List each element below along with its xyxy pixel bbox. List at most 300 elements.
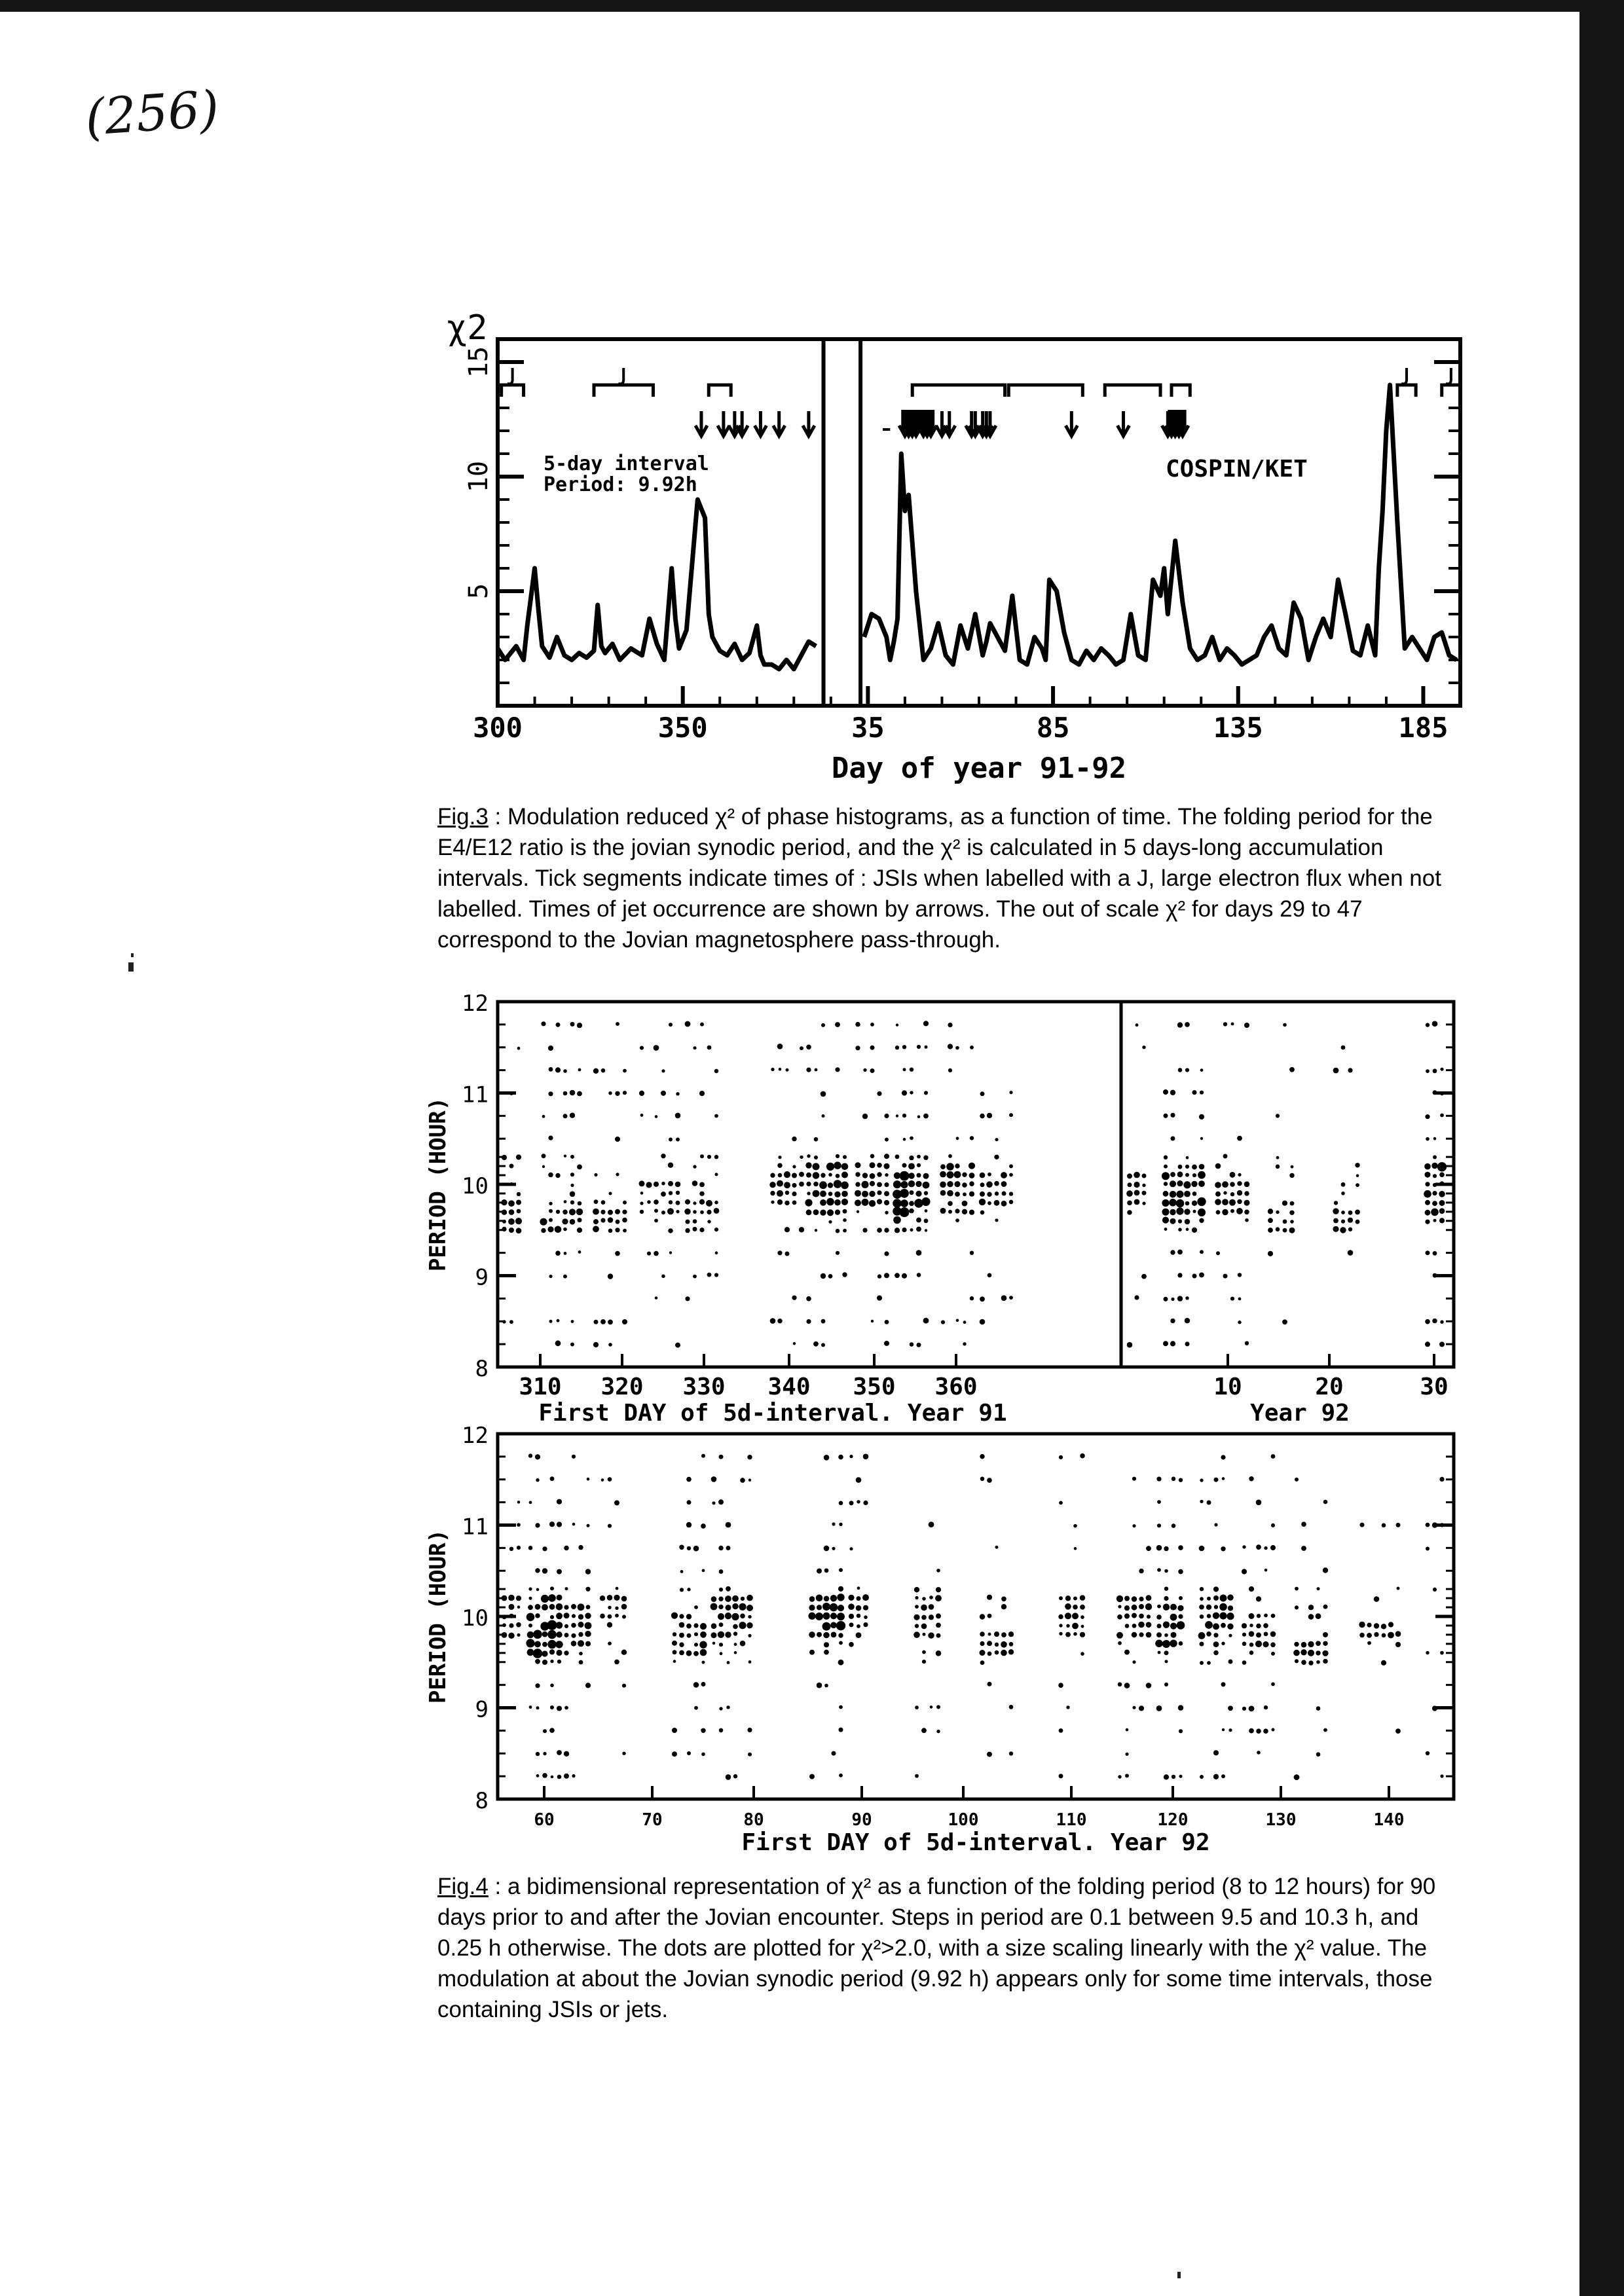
fig4a-y-tick-label: 9 bbox=[475, 1264, 489, 1291]
fig4b-data-dot bbox=[1249, 1586, 1254, 1592]
fig4a-data-dot-year92 bbox=[1199, 1114, 1204, 1120]
fig4b-data-dot bbox=[1008, 1649, 1014, 1654]
fig4a-data-dot-year92 bbox=[1283, 1228, 1287, 1233]
fig4a-data-dot bbox=[954, 1181, 960, 1187]
fig4b-data-dot bbox=[817, 1569, 822, 1574]
fig4a-data-dot bbox=[834, 1161, 841, 1169]
fig4a-data-dot bbox=[903, 1068, 906, 1071]
fig4b-data-dot bbox=[1065, 1632, 1071, 1637]
fig4a-data-dot bbox=[962, 1209, 967, 1214]
fig4b-data-dot bbox=[542, 1773, 547, 1778]
fig4a-data-dot bbox=[615, 1251, 620, 1256]
fig4b-data-dot bbox=[930, 1705, 933, 1709]
fig4b-data-dot bbox=[535, 1523, 540, 1527]
fig4a-data-dot bbox=[771, 1201, 774, 1204]
fig4b-data-dot bbox=[725, 1631, 731, 1637]
fig4b-data-dot bbox=[1164, 1569, 1168, 1573]
fig4b-data-dot bbox=[556, 1622, 563, 1629]
fig4b-data-dot bbox=[1323, 1659, 1327, 1664]
fig4a-data-dot-year92 bbox=[1192, 1173, 1196, 1177]
fig4b-data-dot bbox=[824, 1569, 829, 1573]
fig4b-data-dot bbox=[1249, 1476, 1253, 1481]
fig4b-data-dot bbox=[585, 1631, 591, 1637]
fig4a-data-dot bbox=[770, 1318, 776, 1324]
fig4b-data-dot bbox=[536, 1588, 540, 1592]
fig4a-data-dot-year92 bbox=[1426, 1069, 1430, 1073]
fig4a-data-dot bbox=[820, 1191, 826, 1197]
fig3-y-tick-label: 5 bbox=[464, 583, 494, 600]
fig4a-data-dot-year92 bbox=[1439, 1200, 1445, 1206]
fig4a-data-dot bbox=[948, 1210, 952, 1214]
fig4a-data-dot bbox=[777, 1319, 782, 1323]
fig4b-data-dot bbox=[1207, 1501, 1211, 1505]
fig4b-data-dot bbox=[693, 1682, 699, 1688]
fig4b-data-dot bbox=[837, 1613, 845, 1620]
fig4b-data-dot bbox=[672, 1751, 677, 1757]
fig4b-data-dot bbox=[1367, 1641, 1371, 1645]
fig4b-data-dot bbox=[614, 1501, 619, 1506]
fig4b-data-dot bbox=[509, 1623, 513, 1628]
fig3-jet-arrow bbox=[1118, 411, 1130, 436]
fig4b-data-dot bbox=[980, 1650, 986, 1656]
fig4a-data-dot-year92 bbox=[1440, 1114, 1444, 1118]
fig4b-data-dot bbox=[838, 1586, 843, 1592]
fig4b-data-dot bbox=[719, 1643, 723, 1647]
fig4b-data-dot bbox=[936, 1650, 942, 1656]
fig4a-data-dot bbox=[769, 1182, 775, 1188]
fig4a-data-dot-year92 bbox=[1198, 1180, 1205, 1187]
fig4b-data-dot bbox=[1249, 1631, 1255, 1637]
fig4a-svg bbox=[406, 987, 1480, 1432]
fig4b-data-dot bbox=[1126, 1728, 1129, 1732]
fig4a-data-dot-year92 bbox=[1356, 1175, 1359, 1178]
fig4a-data-dot bbox=[917, 1045, 921, 1049]
fig4b-data-dot bbox=[528, 1624, 532, 1628]
fig4a-data-dot bbox=[893, 1180, 901, 1188]
fig4b-data-dot bbox=[1177, 1605, 1183, 1611]
fig4a-data-dot bbox=[903, 1138, 906, 1141]
fig4b-data-dot bbox=[863, 1605, 868, 1611]
fig4a-data-dot bbox=[570, 1184, 574, 1187]
fig4a-data-dot bbox=[799, 1182, 804, 1187]
fig4a-data-dot bbox=[900, 1181, 908, 1188]
fig4b-data-dot bbox=[1295, 1659, 1299, 1663]
fig4a-data-dot bbox=[570, 1113, 575, 1118]
fig4a-data-dot bbox=[877, 1182, 882, 1188]
fig4b-data-dot bbox=[1132, 1632, 1137, 1638]
fig4b-data-dot bbox=[578, 1614, 583, 1620]
fig4b-data-dot bbox=[711, 1623, 717, 1629]
fig4b-data-dot bbox=[1367, 1623, 1371, 1628]
fig4b-data-dot bbox=[1242, 1633, 1246, 1637]
fig4a-data-dot bbox=[564, 1155, 566, 1157]
fig4a-data-dot bbox=[956, 1319, 959, 1322]
fig4b-data-dot bbox=[607, 1622, 612, 1628]
fig4a-data-dot bbox=[608, 1217, 614, 1223]
fig4b-data-dot bbox=[863, 1501, 868, 1505]
fig4b-data-dot bbox=[1294, 1774, 1300, 1780]
fig4b-data-dot bbox=[578, 1603, 585, 1611]
fig3-x-tick-label: 185 bbox=[1398, 712, 1449, 744]
fig4b-data-dot bbox=[839, 1568, 843, 1572]
fig4a-data-dot-year92 bbox=[1164, 1114, 1168, 1118]
fig4a-data-dot bbox=[654, 1182, 659, 1187]
fig4a-data-dot-year92 bbox=[1432, 1191, 1437, 1195]
fig4b-data-dot bbox=[529, 1501, 532, 1504]
fig4b-data-dot bbox=[1213, 1623, 1219, 1630]
fig4a-y-tick-label: 10 bbox=[462, 1173, 489, 1199]
fig4b-data-dot bbox=[1264, 1632, 1268, 1637]
fig3-x-tick-label: 350 bbox=[657, 712, 708, 744]
fig3-caption-text: : Modulation reduced χ² of phase histograms, as a function of time. The folding period for the E4/E12 ratio is the jovian synodic period, and the χ² is calculated in 5 days-long accumulation intervals. Tick segments indicate times of : JSIs when labelled with a J, large electron flux when not labelled. Times of jet occurrence are shown by arrows. The out of scale χ² for days 29 to 47 correspond to the Jovian magnetosphere pass-through. bbox=[437, 804, 1441, 953]
fig4a-data-dot bbox=[792, 1192, 796, 1196]
fig4b-data-dot bbox=[1125, 1624, 1130, 1628]
fig4b-data-dot bbox=[1001, 1641, 1007, 1648]
fig4a-data-dot-year92 bbox=[1178, 1219, 1182, 1223]
fig4a-data-dot bbox=[714, 1208, 720, 1214]
fig4b-data-dot bbox=[1255, 1641, 1262, 1647]
fig4b-data-dot bbox=[710, 1603, 718, 1611]
fig4a-data-dot-year92 bbox=[1170, 1218, 1176, 1224]
fig4b-data-dot bbox=[702, 1661, 705, 1664]
fig3-jet-arrow bbox=[718, 411, 729, 436]
fig4a-data-dot-year92 bbox=[1334, 1201, 1338, 1205]
fig4a-data-dot-year92 bbox=[1185, 1165, 1189, 1169]
fig4a-data-dot bbox=[578, 1250, 581, 1254]
fig4a-data-dot bbox=[654, 1045, 659, 1051]
fig4b-data-dot bbox=[838, 1633, 843, 1637]
fig4a-data-dot bbox=[615, 1209, 620, 1214]
fig4b-data-dot bbox=[1162, 1640, 1170, 1648]
fig4b-svg bbox=[406, 1419, 1480, 1865]
fig4a-data-dot bbox=[685, 1228, 690, 1233]
fig4a-data-dot-year92 bbox=[1192, 1228, 1197, 1233]
fig4b-data-dot bbox=[615, 1614, 619, 1618]
fig4b-data-dot bbox=[1432, 1705, 1437, 1711]
fig3-jsi-mark bbox=[1446, 368, 1451, 384]
fig4a-data-dot bbox=[948, 1044, 953, 1049]
fig4a-data-dot-year92 bbox=[1135, 1023, 1139, 1027]
fig4b-data-dot bbox=[734, 1643, 737, 1646]
fig4b-data-dot bbox=[1222, 1477, 1225, 1480]
fig4b-data-dot bbox=[528, 1546, 533, 1550]
fig4b-data-dot bbox=[585, 1622, 592, 1630]
fig4b-data-dot bbox=[809, 1631, 815, 1638]
fig4a-data-dot bbox=[542, 1115, 545, 1118]
fig4a-data-dot-year92 bbox=[1439, 1218, 1445, 1223]
fig4a-data-dot-year92 bbox=[1433, 1174, 1437, 1178]
fig4b-data-dot bbox=[557, 1775, 562, 1779]
fig4b-data-dot bbox=[571, 1604, 576, 1609]
fig4a-data-dot-year92 bbox=[1198, 1209, 1206, 1216]
fig4a-data-dot bbox=[815, 1229, 817, 1231]
fig4b-data-dot bbox=[1219, 1613, 1227, 1620]
fig4a-data-dot bbox=[540, 1218, 547, 1226]
fig4b-data-dot bbox=[1065, 1613, 1071, 1619]
fig4a-data-dot bbox=[1009, 1113, 1013, 1117]
fig4a-data-dot-year92 bbox=[1223, 1274, 1228, 1279]
fig4b-data-dot bbox=[1382, 1633, 1386, 1638]
fig4b-data-dot bbox=[1125, 1753, 1128, 1756]
fig4a-data-dot bbox=[640, 1046, 644, 1050]
fig4b-data-dot bbox=[824, 1596, 830, 1602]
fig4b-data-dot bbox=[1074, 1547, 1077, 1550]
fig4b-data-dot bbox=[824, 1546, 830, 1552]
fig4a-data-dot bbox=[828, 1173, 832, 1177]
fig4a-data-dot-year92 bbox=[1215, 1199, 1221, 1205]
fig4b-data-dot bbox=[816, 1595, 823, 1602]
fig4b-data-dot bbox=[535, 1604, 541, 1610]
fig4a-data-dot bbox=[940, 1208, 946, 1214]
fig4b-data-dot bbox=[1388, 1622, 1393, 1627]
fig4b-data-dot bbox=[995, 1643, 999, 1647]
fig4a-data-dot-year92 bbox=[1291, 1165, 1294, 1169]
fig4a-data-dot-year92 bbox=[1238, 1298, 1242, 1301]
fig4a-data-dot bbox=[862, 1191, 868, 1197]
fig4a-data-dot-year92 bbox=[1127, 1210, 1132, 1214]
fig4b-data-dot bbox=[1116, 1595, 1123, 1602]
fig4a-data-dot-year92 bbox=[1237, 1199, 1242, 1204]
fig4a-data-dot-year92 bbox=[1341, 1211, 1345, 1214]
fig4a-data-dot bbox=[777, 1044, 783, 1049]
fig4b-data-dot bbox=[1256, 1500, 1262, 1506]
fig4a-data-dot bbox=[684, 1209, 690, 1214]
fig4a-data-dot-year92 bbox=[1432, 1319, 1437, 1324]
fig4a-data-dot bbox=[835, 1210, 840, 1215]
fig4b-data-dot bbox=[680, 1588, 684, 1592]
fig4a-data-dot bbox=[777, 1190, 783, 1197]
fig4a-data-dot-year92 bbox=[1348, 1228, 1352, 1231]
fig4b-data-dot bbox=[550, 1476, 555, 1481]
fig4a-data-dot-year92 bbox=[1200, 1068, 1204, 1072]
fig3-jsi-mark bbox=[1401, 368, 1407, 384]
fig4a-data-dot bbox=[855, 1046, 860, 1050]
fig4a-data-dot bbox=[792, 1201, 797, 1205]
fig4a-data-dot bbox=[563, 1069, 567, 1073]
fig4a-data-dot bbox=[995, 1138, 998, 1141]
fig4b-data-dot bbox=[1382, 1523, 1386, 1528]
fig4b-data-dot bbox=[1073, 1597, 1077, 1601]
fig4a-data-dot bbox=[948, 1154, 952, 1158]
fig4a-data-dot-year92 bbox=[1433, 1183, 1437, 1187]
fig4b-data-dot bbox=[987, 1682, 992, 1686]
fig4b-data-dot bbox=[1178, 1705, 1183, 1710]
fig4b-data-dot bbox=[987, 1652, 992, 1656]
fig4b-data-dot bbox=[1249, 1650, 1254, 1655]
fig4a-data-dot bbox=[956, 1137, 959, 1140]
fig4a-data-dot bbox=[792, 1137, 796, 1141]
fig4b-data-dot bbox=[921, 1624, 927, 1630]
fig4a-data-dot bbox=[502, 1220, 506, 1224]
fig4b-data-dot bbox=[726, 1546, 731, 1550]
fig4b-data-dot bbox=[1157, 1523, 1161, 1527]
fig4a-data-dot bbox=[779, 1068, 782, 1071]
fig4a-data-dot bbox=[869, 1191, 875, 1197]
fig4a-data-dot-year92 bbox=[1142, 1184, 1145, 1187]
fig4a-data-dot-year92 bbox=[1185, 1219, 1190, 1225]
fig4b-data-dot bbox=[1433, 1588, 1437, 1592]
fig4a-data-dot bbox=[654, 1251, 659, 1256]
fig4a-data-dot-year92 bbox=[1268, 1251, 1273, 1256]
fig4a-data-dot bbox=[615, 1137, 620, 1142]
fig4a-data-dot bbox=[902, 1228, 906, 1232]
fig4b-data-dot bbox=[733, 1774, 737, 1778]
fig4a-data-dot bbox=[676, 1201, 680, 1205]
fig4b-data-dot bbox=[1249, 1705, 1255, 1711]
fig4a-data-dot bbox=[502, 1210, 507, 1215]
fig4a-data-dot bbox=[914, 1199, 923, 1208]
fig4b-data-dot bbox=[1214, 1523, 1217, 1526]
fig4b-data-dot bbox=[1388, 1632, 1394, 1639]
fig4a-data-dot-year92 bbox=[1439, 1341, 1445, 1347]
fig4b-data-dot bbox=[1426, 1751, 1430, 1755]
fig4a-data-dot bbox=[707, 1210, 711, 1214]
fig4a-data-dot-year92 bbox=[1348, 1218, 1353, 1223]
fig4a-data-dot-year92 bbox=[1439, 1208, 1445, 1214]
fig4b-data-dot bbox=[1163, 1622, 1170, 1628]
fig4b-data-dot bbox=[1256, 1544, 1261, 1550]
fig4a-data-dot-year92 bbox=[1192, 1201, 1197, 1206]
fig4b-data-dot bbox=[988, 1633, 991, 1636]
fig4b-data-dot bbox=[702, 1569, 705, 1573]
fig4a-data-dot-year92 bbox=[1164, 1182, 1168, 1186]
fig4a-data-dot-year92 bbox=[1222, 1181, 1228, 1188]
fig4b-data-dot bbox=[839, 1774, 843, 1777]
fig4a-data-dot bbox=[1009, 1192, 1013, 1195]
fig4a-data-dot bbox=[714, 1155, 718, 1159]
fig4a-data-dot bbox=[516, 1154, 521, 1159]
fig4a-data-dot bbox=[828, 1182, 833, 1188]
fig4a-data-dot bbox=[667, 1208, 674, 1214]
fig4a-data-dot-year92 bbox=[1237, 1190, 1242, 1195]
fig4b-data-dot bbox=[1323, 1500, 1328, 1504]
fig4b-data-dot bbox=[1228, 1605, 1233, 1611]
fig4b-data-dot bbox=[921, 1728, 927, 1733]
fig4b-data-dot bbox=[936, 1569, 940, 1573]
fig4b-data-dot bbox=[1242, 1545, 1246, 1548]
fig4b-data-dot bbox=[980, 1614, 985, 1619]
fig4a-data-dot bbox=[800, 1046, 803, 1050]
fig4a-data-dot bbox=[940, 1190, 946, 1196]
fig4a-data-dot bbox=[517, 1209, 521, 1214]
fig4a-data-dot bbox=[661, 1275, 665, 1279]
fig4b-data-dot bbox=[1132, 1624, 1137, 1628]
fig4a-data-dot-year92 bbox=[1289, 1173, 1294, 1178]
fig4a-data-dot bbox=[685, 1021, 691, 1027]
fig4a-data-dot bbox=[980, 1114, 985, 1119]
fig4a-data-dot bbox=[885, 1173, 888, 1176]
fig4b-data-dot bbox=[543, 1752, 546, 1755]
fig4b-data-dot bbox=[739, 1603, 746, 1611]
fig4a-data-dot bbox=[925, 1209, 928, 1212]
fig4a-data-dot bbox=[896, 1023, 898, 1026]
fig4a-data-dot bbox=[970, 1251, 974, 1255]
fig4b-data-dot bbox=[679, 1614, 684, 1618]
fig4b-data-dot bbox=[1381, 1660, 1386, 1666]
fig4b-data-dot bbox=[936, 1633, 941, 1638]
fig4b-data-dot bbox=[549, 1522, 555, 1527]
fig4b-data-dot bbox=[564, 1546, 569, 1551]
fig4a-data-dot bbox=[884, 1200, 889, 1205]
fig4b-data-dot bbox=[551, 1776, 554, 1779]
fig4a-data-dot bbox=[884, 1182, 889, 1187]
fig4a-data-dot bbox=[955, 1209, 959, 1213]
fig4a-data-dot bbox=[517, 1047, 521, 1050]
fig4b-data-dot bbox=[1200, 1587, 1204, 1591]
fig3-x-tick-label: 35 bbox=[851, 712, 885, 744]
fig4b-data-dot bbox=[839, 1728, 843, 1732]
fig4a-data-dot-year92 bbox=[1176, 1191, 1183, 1198]
fig4a-data-dot bbox=[916, 1250, 922, 1256]
fig4b-data-dot bbox=[1221, 1623, 1226, 1628]
fig4b-data-dot bbox=[712, 1501, 715, 1504]
fig4a-data-dot-year92 bbox=[1163, 1341, 1168, 1346]
fig4a-data-dot-year92 bbox=[1237, 1136, 1242, 1141]
fig4a-data-dot-year92 bbox=[1276, 1165, 1280, 1169]
fig4a-data-dot-year92 bbox=[1197, 1197, 1206, 1206]
fig4b-data-dot bbox=[1206, 1631, 1211, 1637]
fig4a-data-dot bbox=[655, 1115, 658, 1118]
fig4b-data-dot bbox=[849, 1501, 854, 1505]
fig4b-data-dot bbox=[929, 1614, 934, 1620]
fig4b-data-dot bbox=[686, 1650, 692, 1656]
fig4b-data-dot bbox=[1073, 1524, 1077, 1528]
fig4b-data-dot bbox=[579, 1660, 583, 1665]
fig4a-y-tick-label: 8 bbox=[475, 1356, 489, 1382]
fig4b-data-dot bbox=[679, 1643, 684, 1647]
fig4b-data-dot bbox=[980, 1454, 984, 1459]
fig4a-data-dot bbox=[885, 1320, 889, 1324]
fig4a-data-dot-year92 bbox=[1185, 1068, 1189, 1072]
fig4b-data-dot bbox=[1118, 1641, 1122, 1645]
fig4a-data-dot-year92 bbox=[1245, 1341, 1249, 1345]
fig4b-data-dot bbox=[547, 1620, 557, 1630]
fig4b-x-tick-label: 70 bbox=[642, 1810, 663, 1830]
fig4a-data-dot-year92 bbox=[1425, 1182, 1430, 1186]
fig4a-data-dot bbox=[923, 1156, 928, 1160]
fig4a-data-dot bbox=[910, 1228, 913, 1231]
fig4b-data-dot bbox=[527, 1631, 534, 1639]
fig4a-data-dot bbox=[616, 1173, 619, 1176]
fig4b-data-dot bbox=[1172, 1477, 1176, 1482]
fig4a-data-dot bbox=[1009, 1164, 1013, 1168]
fig4a-data-dot bbox=[835, 1022, 840, 1027]
fig4a-data-dot bbox=[813, 1341, 819, 1347]
fig4b-data-dot bbox=[608, 1477, 612, 1482]
fig4b-data-dot bbox=[1213, 1595, 1219, 1601]
fig4b-data-dot bbox=[1118, 1605, 1121, 1608]
scan-speck bbox=[1177, 2272, 1181, 2278]
scan-speck bbox=[131, 953, 134, 957]
fig4a-data-dot bbox=[555, 1173, 560, 1178]
fig4a-data-dot bbox=[700, 1023, 704, 1027]
fig4b-data-dot bbox=[1200, 1661, 1204, 1665]
fig4a-data-dot-year92 bbox=[1170, 1172, 1175, 1177]
fig4b-data-dot bbox=[1207, 1614, 1211, 1618]
fig4a-data-dot bbox=[777, 1180, 783, 1187]
fig4b-data-dot bbox=[824, 1642, 829, 1647]
fig4b-data-dot bbox=[686, 1624, 692, 1629]
fig4b-data-dot bbox=[571, 1641, 577, 1647]
fig4a-data-dot bbox=[577, 1165, 582, 1170]
fig4a-data-dot bbox=[778, 1173, 783, 1178]
fig4a-data-dot-year92 bbox=[1191, 1181, 1197, 1187]
fig4a-data-dot-year92 bbox=[1185, 1201, 1190, 1206]
fig4a-data-dot-year92 bbox=[1162, 1209, 1170, 1216]
fig4b-data-dot bbox=[1207, 1661, 1211, 1665]
fig4b-x-tick-label: 80 bbox=[743, 1810, 764, 1830]
fig4a-data-dot bbox=[549, 1209, 553, 1213]
